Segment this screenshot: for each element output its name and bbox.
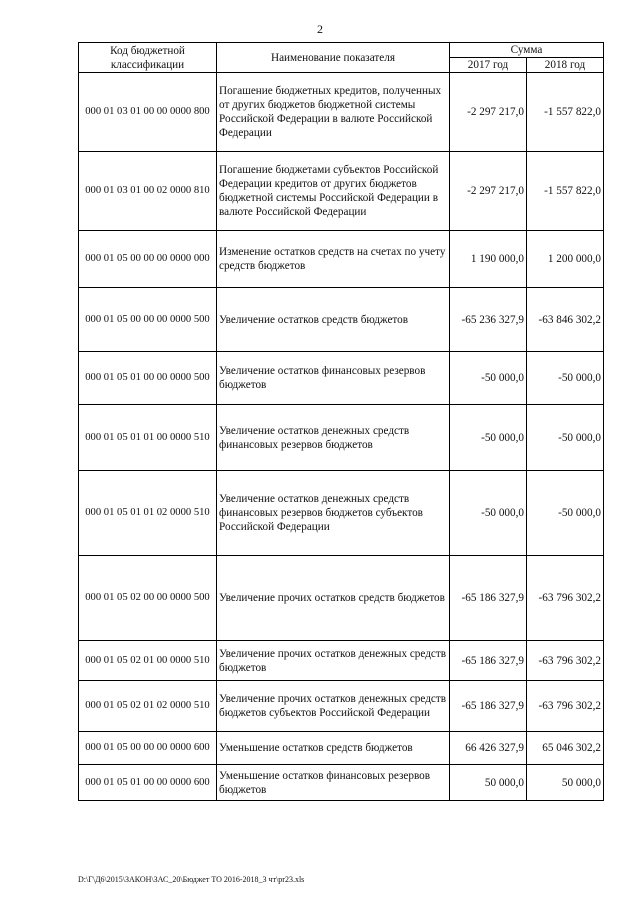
row-name: Увеличение прочих остатков средств бюджетов bbox=[217, 556, 450, 641]
page-number: 2 bbox=[317, 22, 323, 36]
header-code: Код бюджетной классификации bbox=[79, 43, 217, 73]
row-code: 000 01 05 01 00 00 0000 600 bbox=[79, 765, 217, 801]
row-value-2017: -50 000,0 bbox=[450, 471, 527, 556]
table-row bbox=[79, 765, 604, 801]
row-name: Увеличение прочих остатков денежных средств бюджетов bbox=[217, 641, 450, 681]
row-value-2017: -65 186 327,9 bbox=[450, 681, 527, 732]
row-value-2018: 65 046 302,2 bbox=[527, 732, 604, 765]
row-value-2017: -65 186 327,9 bbox=[450, 641, 527, 681]
budget-table bbox=[78, 42, 604, 801]
row-name: Погашение бюджетами субъектов Российской Федерации кредитов от других бюджетов бюджетной системы Российской Федерации в валюте Российской Федерации bbox=[217, 152, 450, 231]
row-name: Увеличение прочих остатков денежных средств бюджетов субъектов Российской Федерации bbox=[217, 681, 450, 732]
row-value-2018: -50 000,0 bbox=[527, 352, 604, 405]
row-code: 000 01 05 01 00 00 0000 500 bbox=[79, 352, 217, 405]
row-name: Уменьшение остатков финансовых резервов бюджетов bbox=[217, 765, 450, 801]
row-value-2017: -2 297 217,0 bbox=[450, 73, 527, 152]
row-code: 000 01 05 02 01 02 0000 510 bbox=[79, 681, 217, 732]
row-code: 000 01 05 01 01 02 0000 510 bbox=[79, 471, 217, 556]
row-value-2018: -1 557 822,0 bbox=[527, 73, 604, 152]
header-year-2017: 2017 год bbox=[450, 58, 527, 73]
table-row bbox=[79, 352, 604, 405]
table-row bbox=[79, 556, 604, 641]
table-row bbox=[79, 73, 604, 152]
row-name: Погашение бюджетных кредитов, полученных от других бюджетов бюджетной системы Российской Федерации в валюте Российской Федерации bbox=[217, 73, 450, 152]
row-code: 000 01 03 01 00 00 0000 800 bbox=[79, 73, 217, 152]
row-name: Изменение остатков средств на счетах по учету средств бюджетов bbox=[217, 231, 450, 288]
row-name: Увеличение остатков средств бюджетов bbox=[217, 288, 450, 352]
row-code: 000 01 05 01 01 00 0000 510 bbox=[79, 405, 217, 471]
file-path-footer: D:\Г\Д6\2015\ЗАКОН\ЗАС_20\Бюджет ТО 2016-2018_3 чт\pr23.xls bbox=[78, 875, 305, 884]
row-code: 000 01 05 00 00 00 0000 000 bbox=[79, 231, 217, 288]
row-value-2018: 50 000,0 bbox=[527, 765, 604, 801]
table-row bbox=[79, 641, 604, 681]
header-name: Наименование показателя bbox=[217, 43, 450, 73]
header-year-2018: 2018 год bbox=[527, 58, 604, 73]
table-row bbox=[79, 681, 604, 732]
row-value-2018: -1 557 822,0 bbox=[527, 152, 604, 231]
row-code: 000 01 05 02 00 00 0000 500 bbox=[79, 556, 217, 641]
row-value-2017: 1 190 000,0 bbox=[450, 231, 527, 288]
row-code: 000 01 05 02 01 00 0000 510 bbox=[79, 641, 217, 681]
header-sum: Сумма bbox=[450, 43, 604, 58]
table-row bbox=[79, 471, 604, 556]
row-value-2018: -63 796 302,2 bbox=[527, 641, 604, 681]
row-value-2017: -65 186 327,9 bbox=[450, 556, 527, 641]
table-row bbox=[79, 288, 604, 352]
row-value-2017: -65 236 327,9 bbox=[450, 288, 527, 352]
row-value-2017: -50 000,0 bbox=[450, 405, 527, 471]
row-value-2018: -63 846 302,2 bbox=[527, 288, 604, 352]
row-value-2018: -50 000,0 bbox=[527, 405, 604, 471]
row-value-2017: 50 000,0 bbox=[450, 765, 527, 801]
table-row bbox=[79, 152, 604, 231]
row-value-2018: -50 000,0 bbox=[527, 471, 604, 556]
table-row bbox=[79, 732, 604, 765]
row-value-2018: -63 796 302,2 bbox=[527, 556, 604, 641]
row-name: Увеличение остатков финансовых резервов бюджетов bbox=[217, 352, 450, 405]
row-value-2017: -50 000,0 bbox=[450, 352, 527, 405]
table-row bbox=[79, 405, 604, 471]
row-value-2017: -2 297 217,0 bbox=[450, 152, 527, 231]
row-value-2018: 1 200 000,0 bbox=[527, 231, 604, 288]
table-row bbox=[79, 231, 604, 288]
row-name: Уменьшение остатков средств бюджетов bbox=[217, 732, 450, 765]
row-name: Увеличение остатков денежных средств финансовых резервов бюджетов bbox=[217, 405, 450, 471]
row-value-2018: -63 796 302,2 bbox=[527, 681, 604, 732]
row-code: 000 01 05 00 00 00 0000 600 bbox=[79, 732, 217, 765]
row-code: 000 01 03 01 00 02 0000 810 bbox=[79, 152, 217, 231]
row-value-2017: 66 426 327,9 bbox=[450, 732, 527, 765]
row-name: Увеличение остатков денежных средств финансовых резервов бюджетов субъектов Российской Федерации bbox=[217, 471, 450, 556]
row-code: 000 01 05 00 00 00 0000 500 bbox=[79, 288, 217, 352]
